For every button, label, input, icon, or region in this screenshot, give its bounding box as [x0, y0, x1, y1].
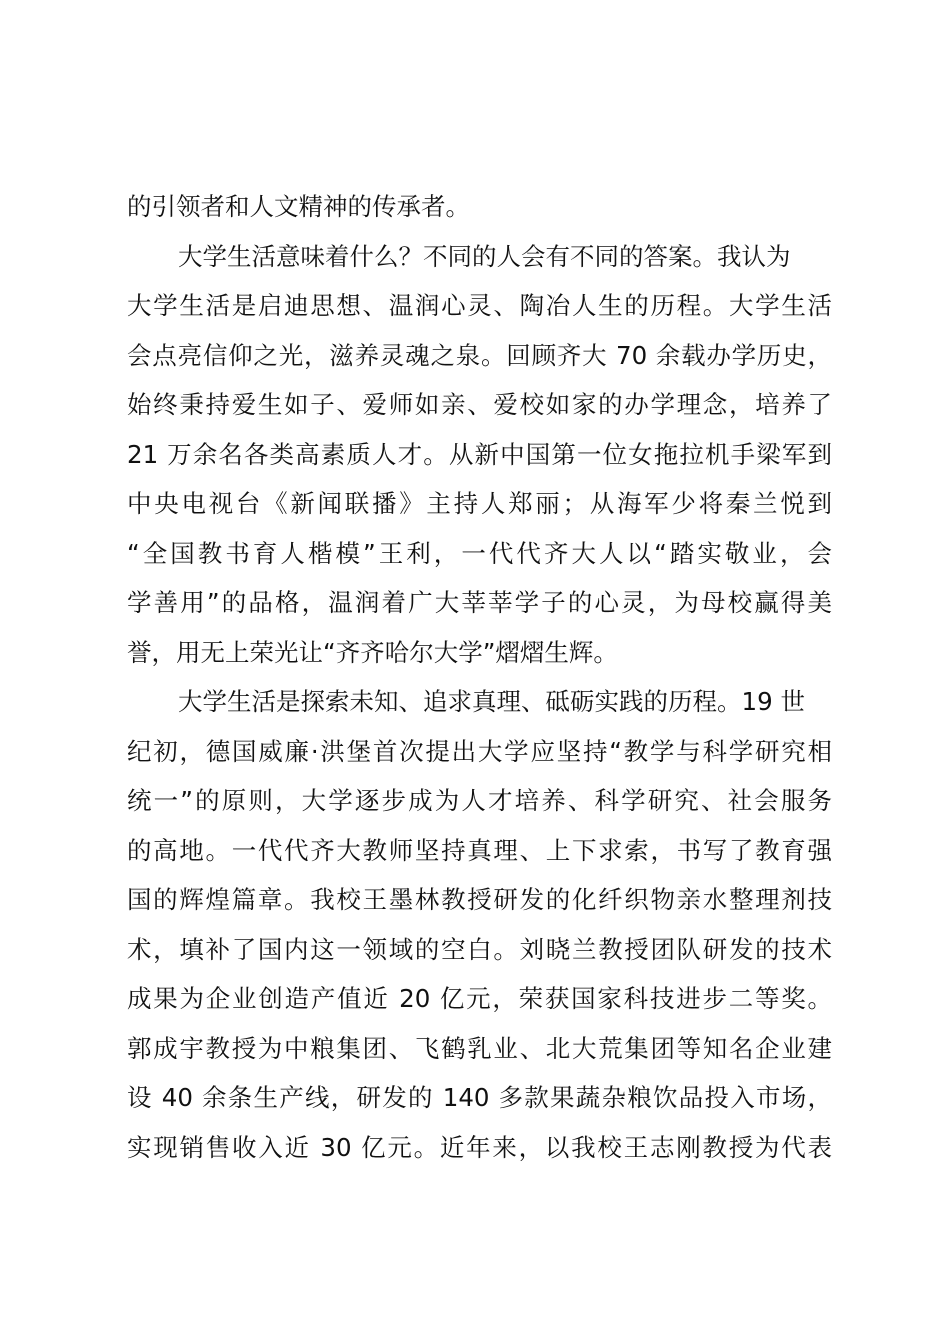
- text-line: 始终秉持爱生如子、爱师如亲、爱校如家的办学理念，培养了: [127, 390, 832, 419]
- body-text: [127, 182, 832, 1172]
- text-line: “全国教书育人楷模”王利，一代代齐大人以“踏实敬业，会: [127, 538, 832, 568]
- text-line: 设 40 余条生产线，研发的 140 多款果蔬杂粮饮品投入市场，: [127, 1083, 832, 1112]
- text-line: 的高地。一代代齐大教师坚持真理、上下求索，书写了教育强: [127, 835, 832, 865]
- text-line: 会点亮信仰之光，滋养灵魂之泉。回顾齐大 70 余载办学历史，: [127, 340, 832, 370]
- text-line: 的引领者和人文精神的传承者。: [127, 192, 470, 221]
- paragraph-first-line: 大学生活是探索未知、追求真理、砥砺实践的历程。19 世: [178, 687, 805, 716]
- paragraph-first-line: 大学生活意味着什么？不同的人会有不同的答案。我认为: [178, 241, 791, 271]
- text-line: 统一”的原则，大学逐步成为人才培养、科学研究、社会服务: [127, 786, 832, 815]
- text-line: 郭成宇教授为中粮集团、飞鹤乳业、北大荒集团等知名企业建: [127, 1033, 832, 1063]
- text-line: 国的辉煌篇章。我校王墨林教授研发的化纤织物亲水整理剂技: [127, 885, 832, 914]
- text-line: 成果为企业创造产值近 20 亿元，荣获国家科技进步二等奖。: [127, 984, 832, 1013]
- text-line: 大学生活是启迪思想、温润心灵、陶冶人生的历程。大学生活: [127, 291, 832, 320]
- text-line: 中央电视台《新闻联播》主持人郑丽；从海军少将秦兰悦到: [127, 489, 832, 518]
- text-line: 学善用”的品格，温润着广大莘莘学子的心灵，为母校赢得美: [127, 588, 832, 617]
- text-line: 纪初，德国威廉·洪堡首次提出大学应坚持“教学与科学研究相: [127, 736, 832, 766]
- text-line: 术，填补了国内这一领域的空白。刘晓兰教授团队研发的技术: [127, 934, 832, 964]
- text-line: 实现销售收入近 30 亿元。近年来，以我校王志刚教授为代表: [127, 1132, 832, 1162]
- text-line: 誉，用无上荣光让“齐齐哈尔大学”熠熠生辉。: [127, 637, 618, 667]
- text-line: 21 万余名各类高素质人才。从新中国第一位女拖拉机手梁军到: [127, 439, 832, 469]
